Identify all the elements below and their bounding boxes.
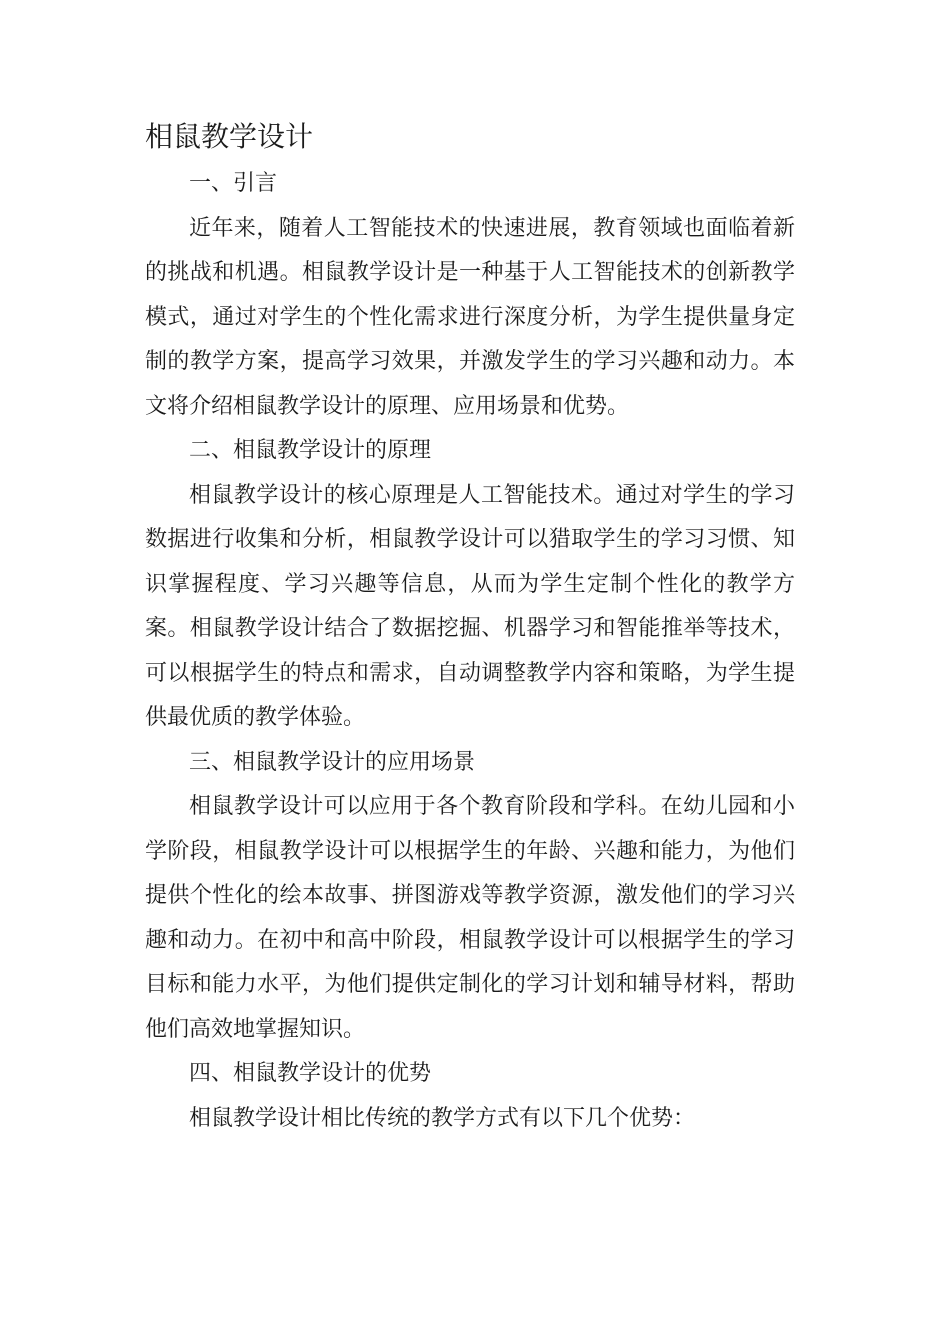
section-paragraph-application: 相鼠教学设计可以应用于各个教育阶段和学科。在幼儿园和小学阶段，相鼠教学设计可以根据学生的年龄、兴趣和能力，为他们提供个性化的绘本故事、拼图游戏等教学资源，激发他们的学习兴趣和动力。在初中和高中阶段，相鼠教学设计可以根据学生的学习目标和能力水平，为他们提供定制化的学习计划和辅导材料，帮助他们高效地掌握知识。 (145, 794, 795, 1042)
section-paragraph-principle: 相鼠教学设计的核心原理是人工智能技术。通过对学生的学习数据进行收集和分析，相鼠教学设计可以猎取学生的学习习惯、知识掌握程度、学习兴趣等信息，从而为学生定制个性化的教学方案。相鼠教学设计结合了数据挖掘、机器学习和智能推举等技术，可以根据学生的特点和需求，自动调整教学内容和策略，为学生提供最优质的教学体验。 (145, 482, 795, 730)
section-heading-intro: 一、引言 (189, 171, 278, 196)
section-paragraph-intro: 近年来，随着人工智能技术的快速进展，教育领域也面临着新的挑战和机遇。相鼠教学设计是一种基于人工智能技术的创新教学模式，通过对学生的个性化需求进行深度分析，为学生提供量身定制的教学方案，提高学习效果，并激发学生的学习兴趣和动力。本文将介绍相鼠教学设计的原理、应用场景和优势。 (145, 215, 795, 419)
document-body (145, 162, 795, 1141)
section-heading-principle: 二、相鼠教学设计的原理 (189, 438, 432, 463)
document-title: 相鼠教学设计 (145, 120, 314, 153)
section-heading-advantages: 四、相鼠教学设计的优势 (189, 1061, 432, 1086)
section-paragraph-advantages: 相鼠教学设计相比传统的教学方式有以下几个优势： (189, 1105, 696, 1131)
section-heading-application: 三、相鼠教学设计的应用场景 (189, 749, 476, 775)
